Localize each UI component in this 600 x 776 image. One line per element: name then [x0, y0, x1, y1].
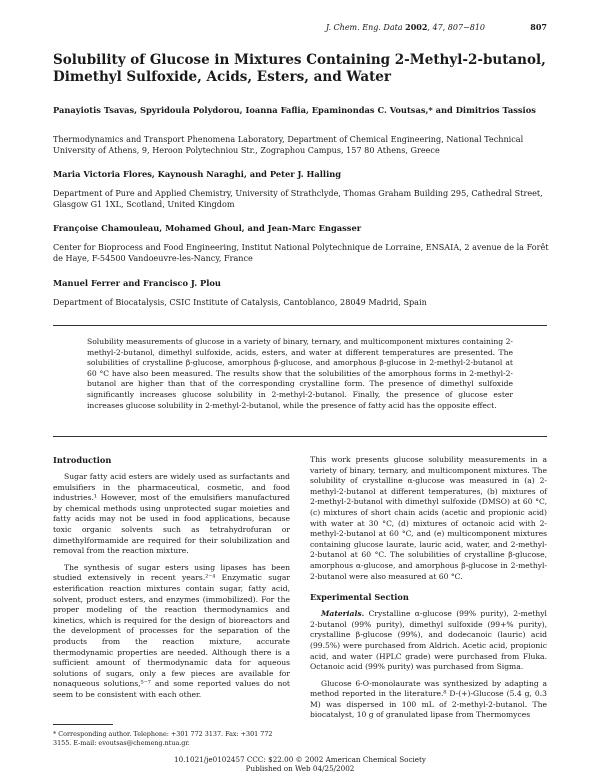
affiliation-4: Department of Biocatalysis, CSIC Institute of Catalysis, Cantoblanco, 28049 Madrid, Spain: [53, 297, 427, 307]
corresponding-author-footnote: * Corresponding author. Telephone: +301 772 3137. Fax: +301 772 3155. E-mail: evoutsas@chemeng.ntua.gr.: [53, 730, 273, 747]
journal-name: J. Chem. Eng. Data: [325, 23, 403, 32]
author-group-4: Manuel Ferrer and Francisco J. Plou: [53, 278, 221, 288]
page-footer: [0, 756, 600, 773]
doi-copyright: 10.1021/je0102457 CCC: $22.00 © 2002 American Chemical Society: [174, 755, 426, 764]
synthesis-paragraph: Glucose 6-O-monolaurate was synthesized by adapting a method reported in the literature.⁸ D-(+)-Glucose (5.4 g, 0.3 M) was dispersed in 100 mL of 2-methyl-2-butanol. The biocatalyst, 10 g of granulated lipase from Thermomyces: [310, 678, 547, 720]
running-header: [53, 22, 547, 34]
footnote-rule: [53, 724, 113, 725]
affiliation-1: Thermodynamics and Transport Phenomena Laboratory, Department of Chemical Engineering, National Technical University of Athens, 9, Heroon Polytechniou Str., Zographou Campus, 157 80 Athens, Greece: [53, 134, 524, 155]
right-column: [310, 455, 547, 727]
affiliation-2: Department of Pure and Applied Chemistry, University of Strathclyde, Thomas Graham Building 295, Cathedral Street, Glasgow G1 1XL, Scotland, United Kingdom: [53, 188, 543, 209]
materials-text: Crystalline α-glucose (99% purity), 2-methyl 2-butanol (99% purity), dimethyl sulfoxide (99+% purity), crystalline β-glucose (99%), and dodecanoic (lauric) acid (99.5%) were purchased from Aldrich. Acetic acid, propionic acid, and water (HPLC grade) were purchased from Fluka. Octanoic acid (99% purity) was purchased from Sigma.: [310, 609, 547, 672]
publication-date: Published on Web 04/25/2002: [245, 763, 355, 773]
author-group-2: Maria Victoria Flores, Kaynoush Naraghi, and Peter J. Halling: [53, 169, 342, 179]
intro-paragraph-2: The synthesis of sugar esters using lipases has been studied extensively in recent years.²⁻⁴ Enzymatic sugar esterification reaction mixtures contain sugar, fatty acid, solvent, product esters, and enzymes (immobilized). For the proper modeling of the reaction thermodynamics and kinetics, which is required for the design of bioreactors and the development of processes for the separation of the products from the reaction mixture, accurate thermodynamic properties are needed. Although there is a sufficient amount of thermodynamic data for aqueous solutions of sugars, only a few pieces are available for nonaqueous solutions,⁵⁻⁷ and some reported values do not seem to be consistent with each other.: [53, 562, 290, 699]
abstract-bottom-rule: [53, 436, 547, 437]
abstract: Solubility measurements of glucose in a variety of binary, ternary, and multicomponent mixtures containing 2-methyl-2-butanol, dimethyl sulfoxide, acids, esters, and water at different temperatures are presented. The solubilities of crystalline β-glucose, amorphous β-glucose, and amorphous β-glucose in 2-methyl-2-butanol at 60 °C have also been measured. The results show that the solubilities of the amorphous forms in 2-methyl-2-butanol are higher than that of the corresponding crystalline form. The presence of dimethyl sulfoxide significantly increases glucose solubility in 2-methyl-2-butanol. Finally, the presence of glucose ester increases glucose solubility in 2-methyl-2-butanol, while the presence of fatty acid has the opposite effect.: [87, 337, 513, 410]
affiliation-3: Center for Bioprocess and Food Engineering, Institut National Polytechnique de Lorraine, ENSAIA, 2 avenue de la Forêt de Haye, F-54500 Vandoeuvre-les-Nancy, France: [53, 242, 549, 263]
author-group-3: Françoise Chamouleau, Mohamed Ghoul, and Jean-Marc Engasser: [53, 223, 362, 233]
experimental-heading: Experimental Section: [310, 592, 409, 603]
journal-volume-pages: , 47, 807−810: [427, 23, 485, 32]
intro-paragraph-1: Sugar fatty acid esters are widely used as surfactants and emulsifiers in the pharmaceutical, cosmetic, and food industries.¹ However, most of the emulsifiers manufactured by chemical methods using unprotected sugar moieties and fatty acids may not be used in food applications, because toxic organic solvents such as tetrahydrofuran or dimethylformamide are required for their solubilization and removal from the reaction mixture.: [53, 472, 290, 556]
page-number: 807: [530, 22, 547, 32]
left-column: [53, 455, 290, 706]
abstract-top-rule: [53, 325, 547, 326]
author-group-1: Panayiotis Tsavas, Spyridoula Polydorou, Ioanna Faflia, Epaminondas C. Voutsas,* and Dimitrios Tassios: [53, 105, 536, 115]
journal-citation: [326, 22, 485, 32]
scope-paragraph: This work presents glucose solubility measurements in a variety of binary, ternary, and multicomponent mixtures. The solubility of crystalline α-glucose was measured in (a) 2-methyl-2-butanol at different temperatures, (b) mixtures of 2-methyl-2-butanol with dimethyl sulfoxide (DMSO) at 60 °C, (c) mixtures of short chain acids (acetic and propionic acid) with water at 30 °C, (d) mixtures of octanoic acid with 2-methyl-2-butanol at 60 °C, and (e) multicomponent mixtures containing glucose laurate, lauric acid, water, and 2-methyl-2-butanol at 60 °C. The solubilities of crystalline β-glucose, amorphous α-glucose, and amorphous β-glucose in 2-methyl-2-butanol were also measured at 60 °C.: [310, 455, 547, 581]
materials-label: Materials.: [321, 609, 365, 619]
article-title: Solubility of Glucose in Mixtures Containing 2-Methyl-2-butanol, Dimethyl Sulfoxide, Acids, Esters, and Water: [53, 52, 546, 85]
journal-year: 2002: [405, 22, 428, 32]
materials-paragraph: [310, 609, 547, 673]
introduction-heading: Introduction: [53, 455, 112, 465]
